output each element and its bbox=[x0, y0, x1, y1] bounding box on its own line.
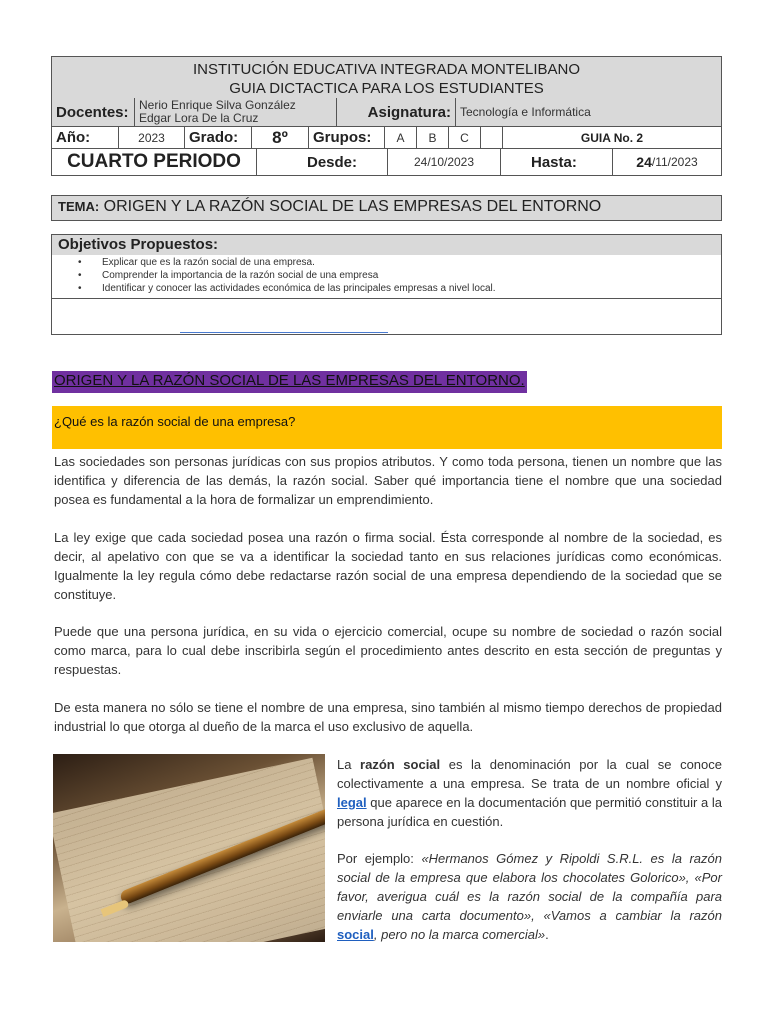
paragraph-3: Puede que una persona jurídica, en su vida o ejercicio comercial, ocupe su nombre de sociedad o razón social como marca, para lo cual debe inscribirla según el procedimiento antes descrito en esta sección de preguntas y respuestas. bbox=[54, 624, 722, 677]
question-heading: ¿Qué es la razón social de una empresa? bbox=[52, 406, 722, 449]
docentes-label: Docentes: bbox=[52, 98, 135, 126]
paragraph-1: Las sociedades son personas jurídicas con sus propios atributos. Y como toda persona, tienen un nombre que las identifica y diferencia de las demás, la razón social. Saber qué importancia tiene el nombre que una sociedad posea es fundamental a la hora de formalizar un emprendimiento. bbox=[54, 454, 722, 507]
social-link[interactable]: social bbox=[337, 927, 374, 942]
tema-text: ORIGEN Y LA RAZÓN SOCIAL DE LAS EMPRESAS DEL ENTORNO bbox=[103, 198, 602, 215]
asignatura-value: Tecnología e Informática bbox=[460, 105, 591, 119]
grupo-empty bbox=[481, 127, 503, 148]
row-docentes bbox=[52, 98, 721, 126]
docentes-names bbox=[135, 98, 337, 126]
side2-period: . bbox=[545, 927, 549, 942]
objetivos-divider bbox=[52, 298, 721, 299]
grado-label: Grado: bbox=[185, 127, 252, 148]
hasta-label: Hasta: bbox=[501, 149, 613, 175]
objetivos-box bbox=[51, 234, 722, 335]
objetivos-label: Objetivos Propuestos: bbox=[52, 235, 721, 255]
row-periodo bbox=[52, 148, 721, 175]
hasta-day: 24 bbox=[636, 154, 652, 170]
side2-example-text: «Hermanos Gómez y Ripoldi S.R.L. es la razón social de la empresa que elabora los chocolates Golorico», «Por favor, averigua cuál es la razón social de la compañía para enviarle una carta documento», «Vamos a cambiar la razón bbox=[337, 851, 722, 923]
guia-number: GUIA No. 2 bbox=[580, 130, 644, 145]
book-pages bbox=[53, 758, 325, 942]
objetivos-link-underline[interactable] bbox=[180, 332, 388, 333]
pen-on-book-image bbox=[53, 754, 325, 942]
grado-value: 8º bbox=[252, 127, 309, 148]
razon-social-bold: razón social bbox=[360, 757, 441, 772]
row-anio bbox=[52, 126, 721, 148]
side2-example-end: , pero no la marca comercial» bbox=[373, 927, 546, 942]
side-paragraph-2 bbox=[337, 849, 722, 944]
institution-name: INSTITUCIÓN EDUCATIVA INTEGRADA MONTELIBANO bbox=[193, 61, 580, 78]
side1-text-b: es la denominación por la cual se conoce colectivamente a una empresa. Se trata de un nombre oficial y bbox=[337, 757, 722, 791]
objetivos-list bbox=[52, 256, 721, 295]
anio-value: 2023 bbox=[119, 127, 185, 148]
hasta-rest: /11/2023 bbox=[651, 155, 698, 169]
side-paragraph-1 bbox=[337, 755, 722, 831]
grupos-label: Grupos: bbox=[309, 127, 385, 148]
legal-link[interactable]: legal bbox=[337, 795, 367, 810]
docente-2: Edgar Lora De la Cruz bbox=[139, 111, 259, 125]
side2-text-a: Por ejemplo: bbox=[337, 851, 422, 866]
asignatura-label: Asignatura: bbox=[337, 98, 456, 126]
hasta-value bbox=[613, 149, 721, 175]
guide-title: GUIA DICTACTICA PARA LOS ESTUDIANTES bbox=[229, 80, 544, 97]
anio-label: Año: bbox=[52, 127, 119, 148]
paragraph-2: La ley exige que cada sociedad posea una razón o firma social. Ésta corresponde al nombre de la sociedad, es decir, al apelativo con que se va a identificar la sociedad tanto en sus relaciones jurídicas como económicas. Igualmente la ley regula cómo debe redactarse razón social de una empresa dependiendo de la sociedad que se constituye. bbox=[54, 530, 722, 602]
tema-box bbox=[51, 195, 722, 221]
grupo-b: B bbox=[417, 127, 449, 148]
grupo-a: A bbox=[385, 127, 417, 148]
side1-text-a: La bbox=[337, 757, 361, 772]
desde-label: Desde: bbox=[257, 149, 388, 175]
desde-value: 24/10/2023 bbox=[388, 149, 501, 175]
docente-1: Nerio Enrique Silva González bbox=[139, 98, 296, 112]
side1-text-c: que aparece en la documentación que permitió constituir a la persona jurídica en cuestión. bbox=[337, 795, 722, 829]
header-table bbox=[51, 56, 722, 176]
paragraph-4: De esta manera no sólo se tiene el nombre de una empresa, sino también al mismo tiempo derechos de propiedad industrial lo que otorga al dueño de la marca el uso exclusivo de aquella. bbox=[54, 700, 722, 734]
header-title-block bbox=[52, 57, 721, 98]
grupo-c: C bbox=[449, 127, 481, 148]
objetivo-item: • Comprender la importancia de la razón social de una empresa bbox=[78, 269, 721, 282]
tema-label: TEMA: bbox=[58, 199, 100, 214]
objetivo-item: • Explicar que es la razón social de una empresa. bbox=[78, 256, 721, 269]
section-title: ORIGEN Y LA RAZÓN SOCIAL DE LAS EMPRESAS DEL ENTORNO. bbox=[52, 371, 527, 393]
periodo-label: CUARTO PERIODO bbox=[52, 149, 257, 175]
objetivo-item: • Identificar y conocer las actividades económica de las principales empresas a nivel local. bbox=[78, 282, 721, 295]
